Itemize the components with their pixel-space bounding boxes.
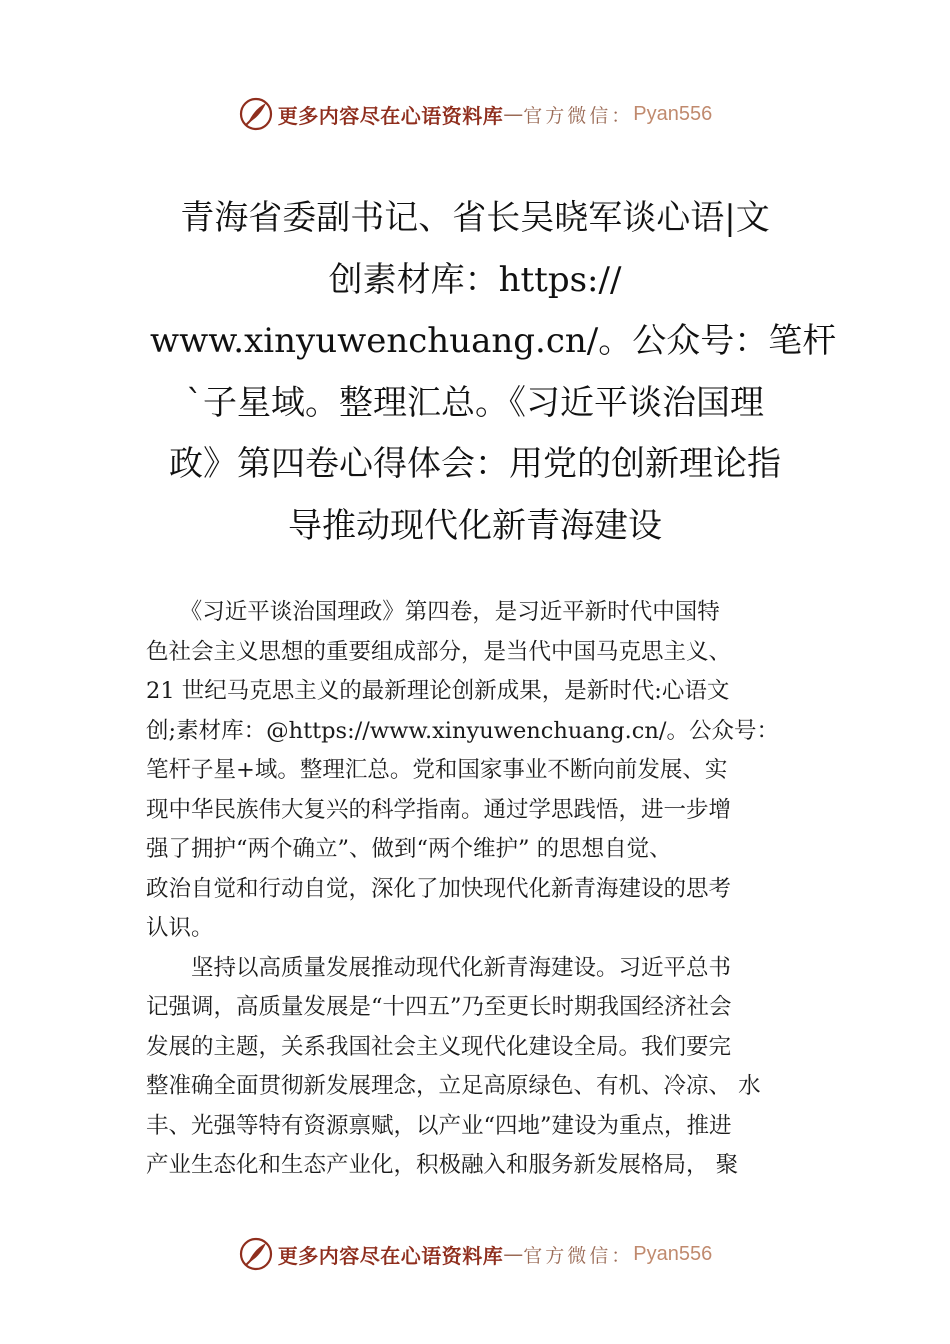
body-line: 21 世纪马克思主义的最新理论创新成果，是新时代:心语文 — [146, 678, 730, 704]
footer-banner — [0, 1232, 950, 1276]
body-line: 色社会主义思想的重要组成部分，是当代中国马克思主义、 — [146, 638, 732, 665]
banner-wechat-label: 官方微信： — [523, 1244, 634, 1267]
header-banner — [0, 92, 950, 136]
body-line: 《习近平谈治国理政》第四卷，是习近平新时代中国特 — [146, 599, 720, 625]
banner-wechat-label: 官方微信： — [523, 104, 634, 127]
title-line: 导推动现代化新青海建设 — [288, 505, 662, 546]
title-line: www.xinyuwenchuang.cn/。公众号：笔杆 — [150, 321, 837, 361]
title-line: 创素材库：https:// — [328, 259, 622, 300]
body-line: 记强调，高质量发展是“十四五”乃至更长时期我国经济社会 — [146, 994, 732, 1020]
body-line: 发展的主题，关系我国社会主义现代化建设全局。我们要完 — [146, 1033, 732, 1060]
body-line: 坚持以高质量发展推动现代化新青海建设。习近平总书 — [146, 954, 732, 981]
body-line: 现中华民族伟大复兴的科学指南。通过学思践悟，进一步增 — [146, 796, 732, 823]
body-line: 创;素材库：@https://www.xinyuwenchuang.cn/。公众号： — [146, 717, 779, 744]
title-line: 青海省委副书记、省长吴晓军谈心语|文 — [180, 198, 770, 238]
banner-text: 更多内容尽在心语资料库 — [277, 103, 504, 128]
feather-pen-logo-icon — [238, 1236, 274, 1272]
body-line: 认识。 — [146, 915, 214, 941]
banner-wechat-id: Pyan556 — [633, 102, 713, 125]
title-line: `子星域。整理汇总。《习近平谈治国理 — [186, 382, 764, 423]
banner-text: 更多内容尽在心语资料库 — [277, 1243, 504, 1268]
body-line: 丰、光强等特有资源禀赋，以产业“四地”建设为重点，推进 — [146, 1112, 732, 1139]
document-body — [146, 593, 816, 1186]
title-line: 政》第四卷心得体会：用党的创新理论指 — [169, 444, 781, 484]
body-line: 政治自觉和行动自觉，深化了加快现代化新青海建设的思考 — [146, 875, 732, 902]
document-title — [150, 188, 837, 557]
feather-pen-logo-icon — [238, 96, 274, 132]
body-line: 整准确全面贯彻新发展理念，立足高原绿色、有机、冷凉、 水 — [146, 1073, 761, 1099]
body-line: 强了拥护“两个确立”、做到“两个维护” 的思想自觉、 — [146, 836, 672, 862]
body-line: 笔杆子星+域。整理汇总。党和国家事业不断向前发展、实 — [146, 757, 728, 783]
body-line: 产业生态化和生态产业化，积极融入和服务新发展格局， 聚 — [146, 1152, 739, 1178]
banner-wechat-id: Pyan556 — [633, 1242, 713, 1265]
banner-separator: — — [503, 102, 524, 126]
banner-separator: — — [503, 1242, 524, 1266]
